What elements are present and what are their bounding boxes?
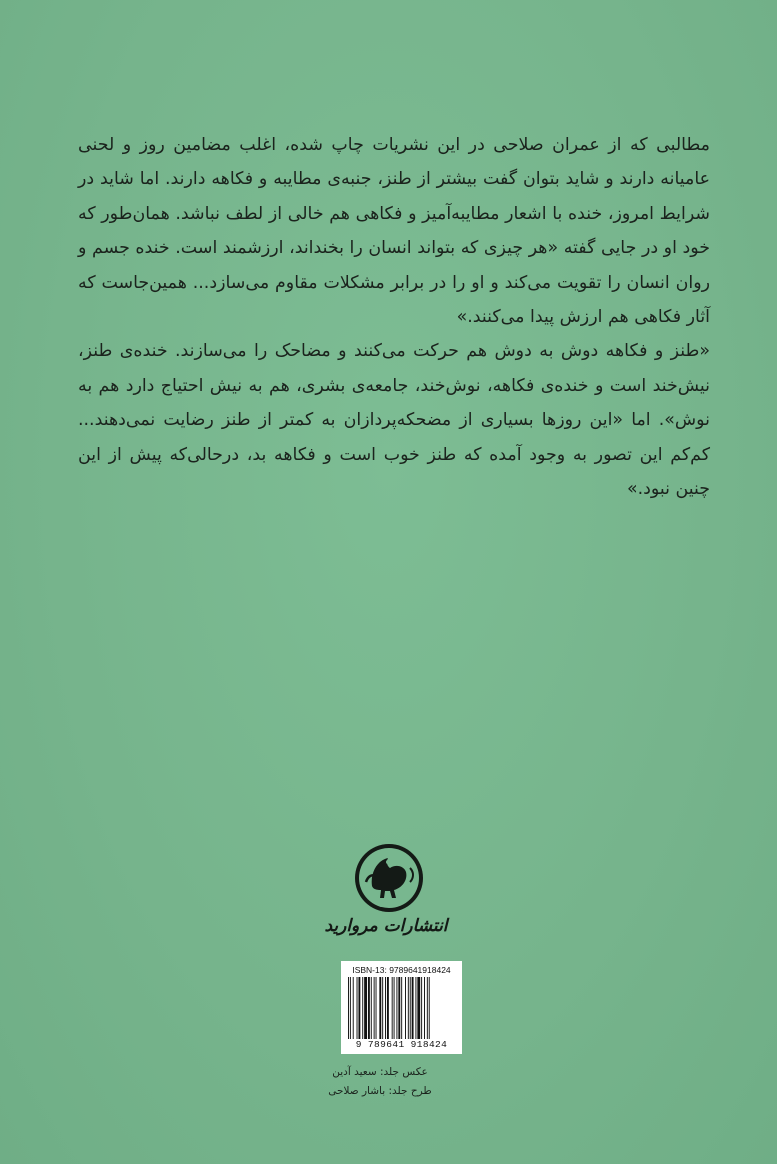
- barcode-bars: [347, 977, 456, 1039]
- cover-design-credit: طرح جلد: باشار صلاحی: [328, 1085, 432, 1097]
- cover-photo-credit: عکس جلد: سعید آدین: [332, 1066, 428, 1078]
- bird-emblem-icon: [352, 842, 426, 914]
- blurb-text: [78, 128, 710, 506]
- barcode: [341, 961, 462, 1054]
- blurb-paragraph-1: مطالبی که از عمران صلاحی در این نشریات چاپ شده، اغلب مضامین روز و لحنی عامیانه دارند و شاید بتوان گفت بیشتر از طنز، جنبه‌ی مطایبه و فکاهه دارند. اما شاید در شرایط امروز، خنده با اشعار مطایبه‌آمیز و فکاهی هم خالی از لطف نباشد. همان‌طور که خود او در جایی گفته «هر چیزی که بتواند انسان را بخنداند، ارزشمند است. خنده جسم و روان انسان را تقویت می‌کند و او را در برابر مشکلات مقاوم می‌سازد... همین‌جاست که آثار فکاهی هم ارزش پیدا می‌کنند.»: [78, 135, 710, 328]
- isbn-label: ISBN-13: 9789641918424: [352, 965, 451, 975]
- publisher-name: انتشارات مروارید: [324, 916, 448, 936]
- barcode-number: 9 789641 918424: [355, 1039, 448, 1050]
- blurb-paragraph-2: «طنز و فکاهه دوش به دوش هم حرکت می‌کنند و مضاحک را می‌سازند. خنده‌ی طنز، نیش‌خند است و خنده‌ی فکاهه، نوش‌خند، جامعه‌ی بشری، هم به نیش احتیاج دارد هم به نوش». اما «این روزها بسیاری از مضحکه‌پردازان به کمتر از طنز رضایت نمی‌دهند... کم‌کم این تصور به وجود آمده که طنز خوب است و فکاهه بد، درحالی‌که پیش از این چنین نبود.»: [78, 341, 710, 500]
- credits: [300, 1063, 460, 1101]
